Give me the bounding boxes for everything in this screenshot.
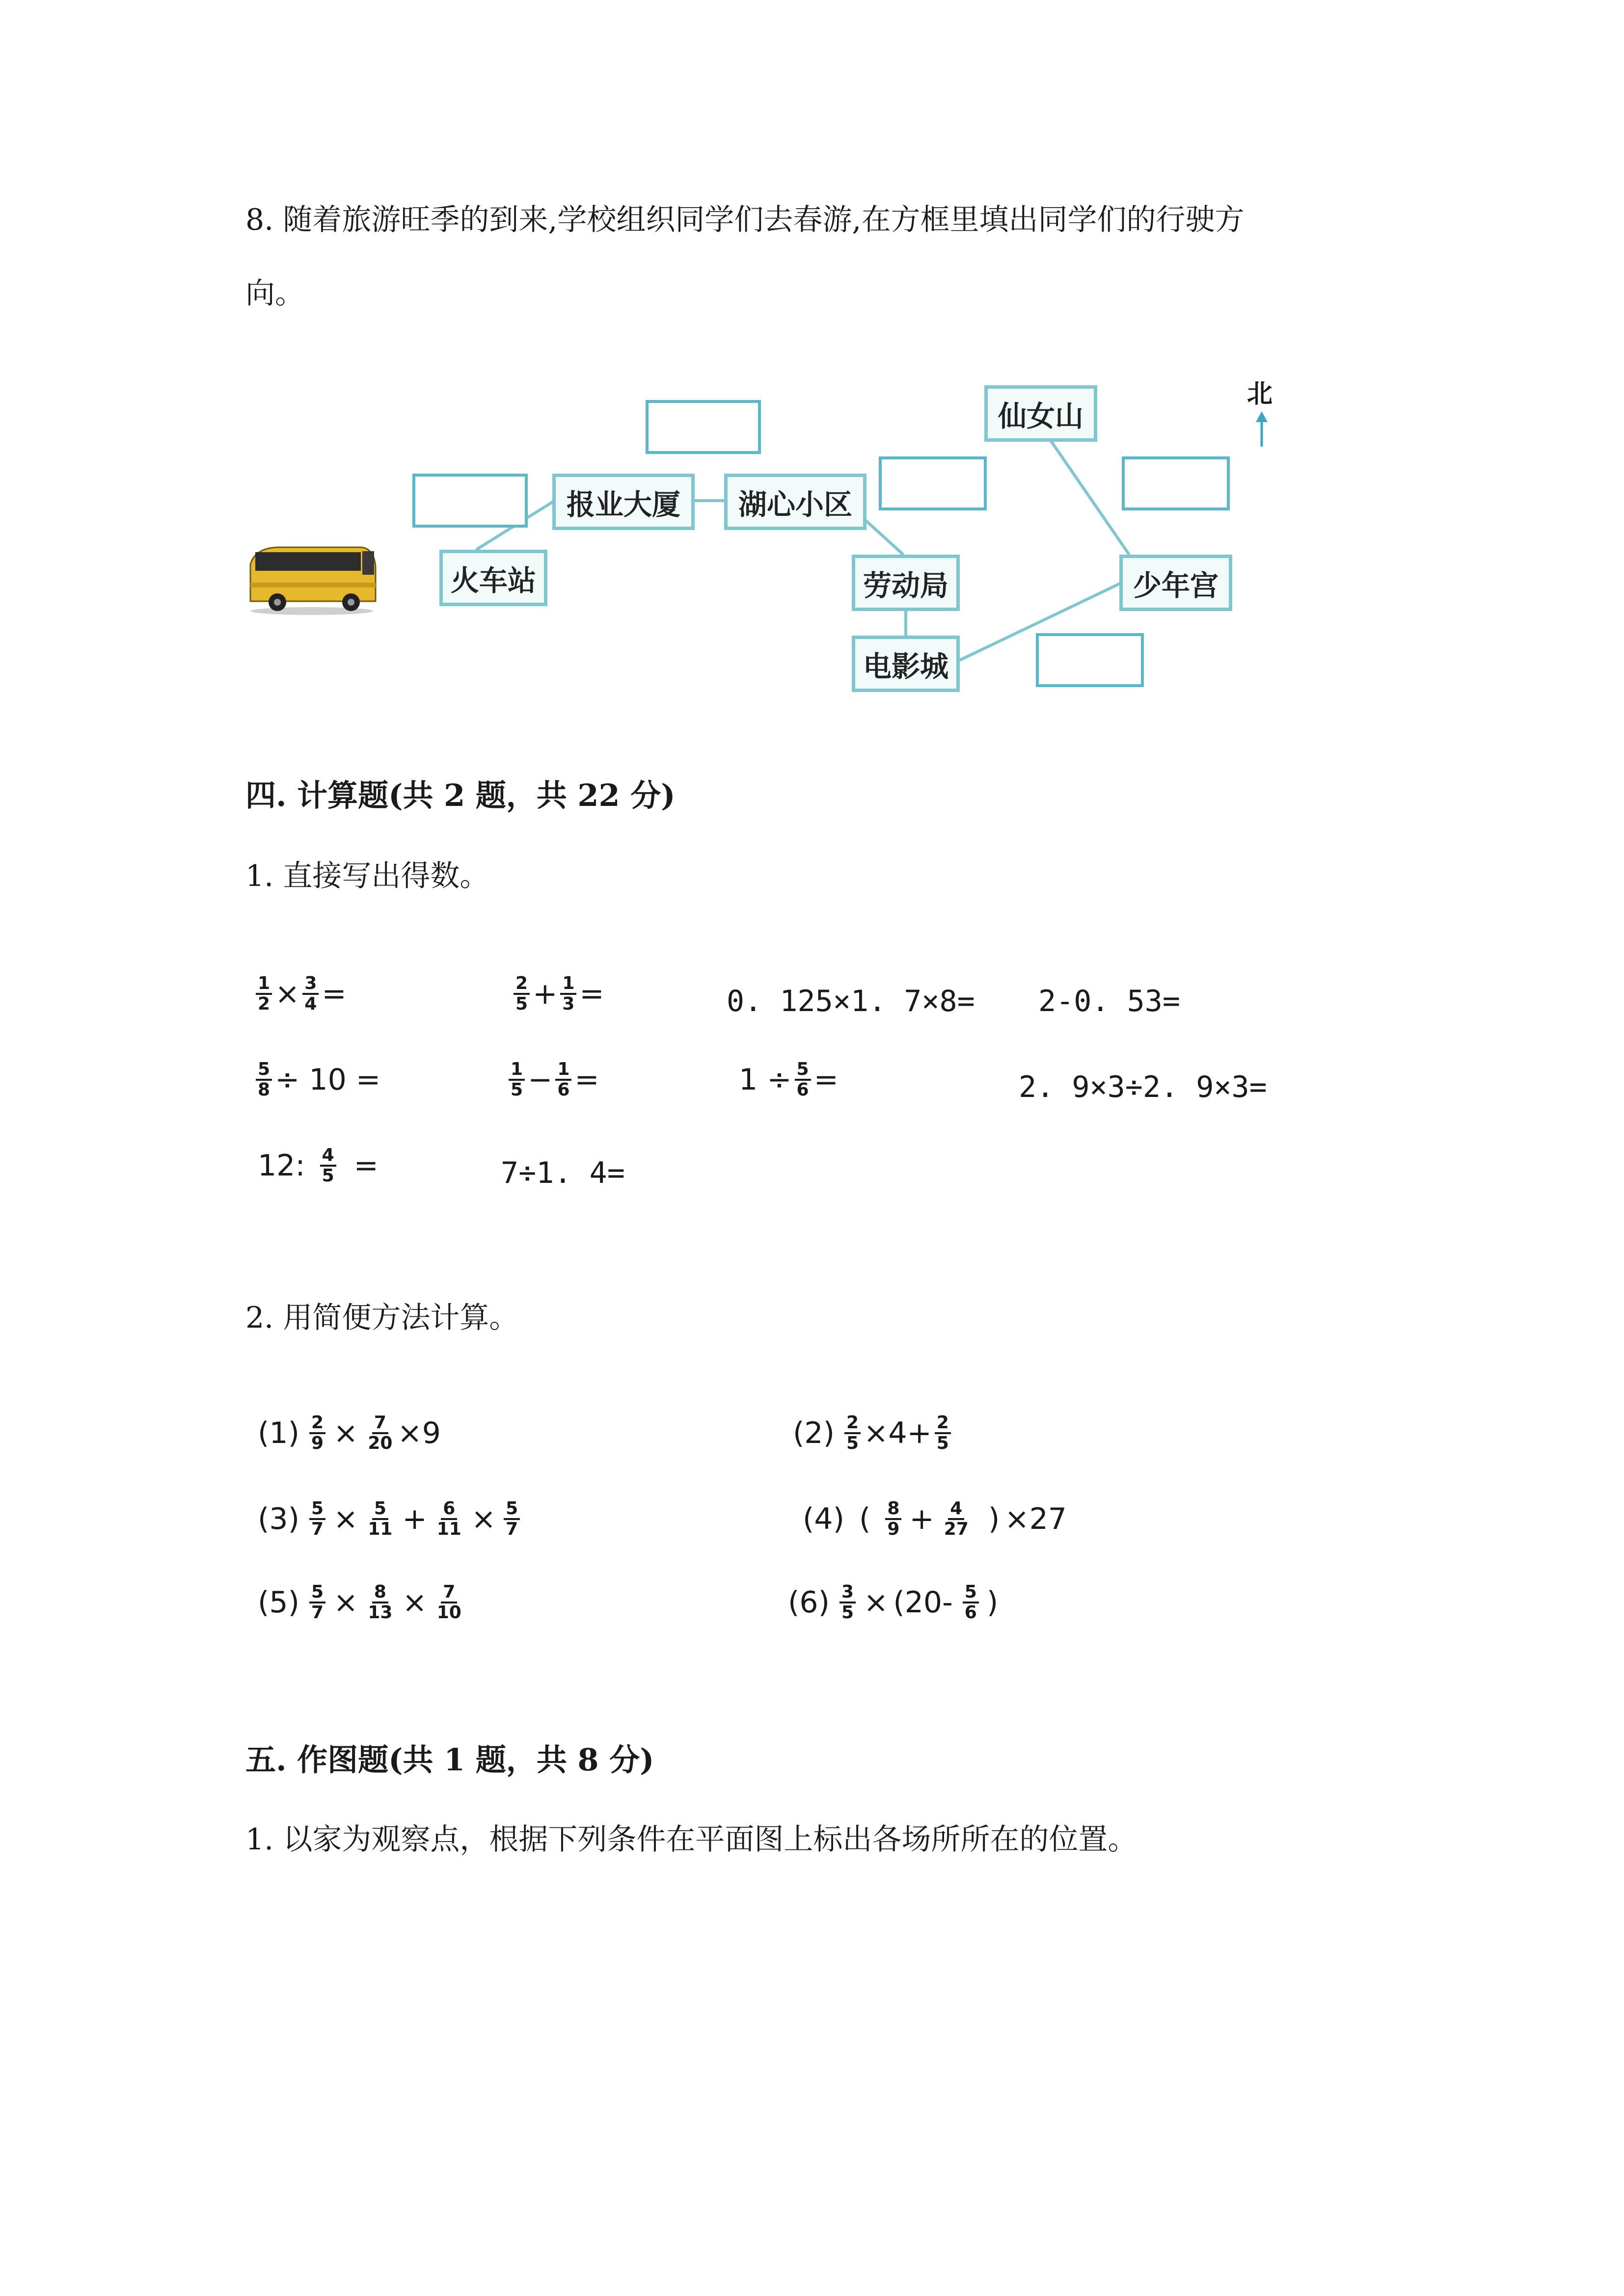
node-lakeside-community: 湖心小区 <box>724 474 866 530</box>
simplify-item-4: (4) ( $\frac{8}{9}$ + $\frac{4}{27}$ ) ×27 <box>803 1498 1067 1539</box>
answer-box-3[interactable] <box>879 456 987 510</box>
answer-box-5[interactable] <box>1036 633 1144 687</box>
node-train-station: 火车站 <box>439 550 547 606</box>
calc-item-h: 2. 9×3÷2. 9×3= <box>1019 1070 1267 1104</box>
section4-heading: 四. 计算题(共 2 题，共 22 分) <box>245 777 676 813</box>
node-youth-palace: 少年宫 <box>1119 555 1232 611</box>
calc-item-g: 1 ÷ $\frac{5}{6}$ = <box>739 1059 839 1100</box>
north-label: 北 <box>1247 379 1273 409</box>
simplify-item-5: (5) $\frac{5}{7}$ × $\frac{8}{13}$ × $\frac{7}{10}$ <box>258 1582 461 1623</box>
calc-item-a: $\frac{1}{2}$ × $\frac{3}{4}$ = <box>253 974 347 1014</box>
simplify-item-3: (3) $\frac{5}{7}$ × $\frac{5}{11}$ + $\frac{6}{11}$ × $\frac{5}{7}$ <box>258 1499 523 1539</box>
s5-q1-title: 1. 以家为观察点，根据下列条件在平面图上标出各场所所在的位置。 <box>245 1822 1137 1857</box>
node-labor-bureau: 劳动局 <box>852 555 960 611</box>
node-cinema: 电影城 <box>852 636 960 692</box>
calc-item-f: $\frac{1}{5}$ − $\frac{1}{6}$ = <box>506 1060 599 1099</box>
q8-text-line1: 8. 随着旅游旺季的到来,学校组织同学们去春游,在方框里填出同学们的行驶方 <box>245 203 1245 237</box>
answer-box-2[interactable] <box>646 400 761 454</box>
simplify-item-2: (2) $\frac{2}{5}$ ×4+ $\frac{2}{5}$ <box>793 1414 954 1453</box>
section5-heading: 五. 作图题(共 1 题，共 8 分) <box>245 1742 654 1778</box>
calc-item-c: 0. 125×1. 7×8= <box>727 984 975 1018</box>
answer-box-1[interactable] <box>412 474 528 528</box>
calc-item-j: 7÷1. 4= <box>501 1156 625 1190</box>
node-newspaper-building: 报业大厦 <box>552 474 695 530</box>
s4-q2-title: 2. 用简便方法计算。 <box>245 1301 519 1335</box>
s4-q1-title: 1. 直接写出得数。 <box>245 859 489 893</box>
calc-item-i: 12: $\frac{4}{5}$ = <box>258 1145 379 1186</box>
calc-item-d: 2-0. 53= <box>1038 984 1180 1018</box>
route-diagram <box>245 373 1326 717</box>
bus-icon <box>245 537 378 616</box>
simplify-item-1: (1) $\frac{2}{9}$ × $\frac{7}{20}$ ×9 <box>258 1413 441 1453</box>
answer-box-4[interactable] <box>1122 456 1230 510</box>
calc-item-b: $\frac{2}{5}$ + $\frac{1}{3}$ = <box>511 974 604 1014</box>
route-lines <box>245 373 1326 717</box>
q8-text-line2: 向。 <box>245 276 304 311</box>
calc-item-e: $\frac{5}{8}$ ÷ 10 = <box>253 1060 380 1099</box>
simplify-item-6: (6) $\frac{3}{5}$ × (20- $\frac{5}{6}$ ) <box>788 1582 999 1623</box>
node-fairy-mountain: 仙女山 <box>984 385 1097 442</box>
